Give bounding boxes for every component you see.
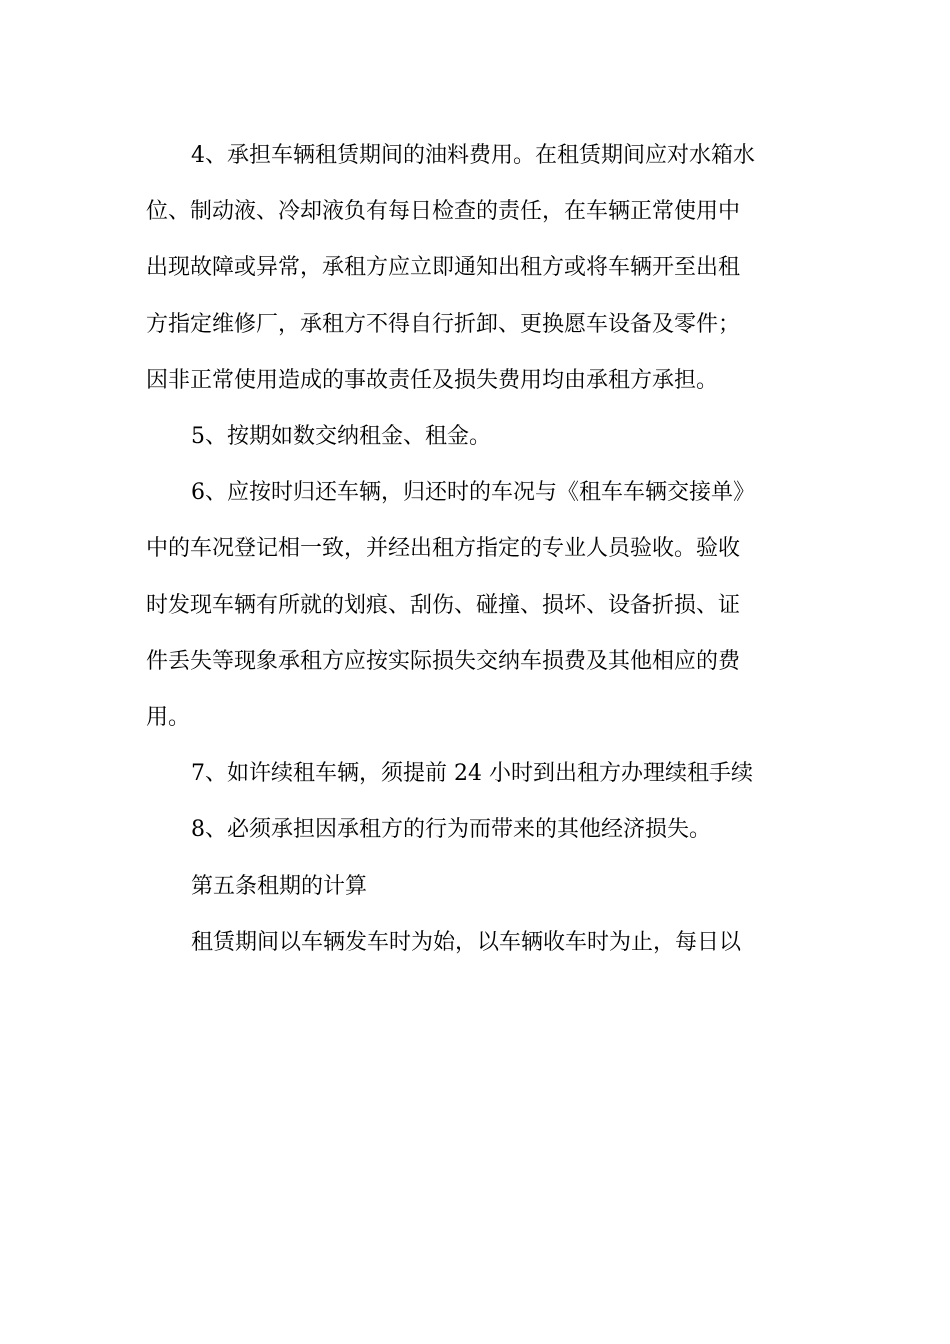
text-line: 6、应按时归还车辆，归还时的车况与《租车车辆交接单》 [191,480,755,506]
paragraph-item-5 [146,409,808,465]
text-line: 出现故障或异常，承租方应立即通知出租方或将车辆开至出租 [146,255,741,281]
text-line: 时发现车辆有所就的划痕、刮伤、碰撞、损坏、设备折损、证 [146,592,741,618]
document-body [146,128,808,971]
text-line: 4、承担车辆租赁期间的油料费用。在租赁期间应对水箱水 [191,143,755,168]
paragraph-rental-period [146,915,808,971]
paragraph-item-7 [146,746,808,802]
paragraph-item-4 [146,128,808,409]
text-line: 租赁期间以车辆发车时为始，以车辆收车时为止，每日以 [191,929,742,955]
paragraph-item-8 [146,802,808,858]
text-line: 7、如许续租车辆，须提前 24 小时到出租方办理续租手续 [191,761,753,787]
text-line: 5、按期如数交纳租金、租金。 [191,424,491,450]
paragraph-item-6 [146,465,808,746]
text-line: 8、必须承担因承租方的行为而带来的其他经济损失。 [191,817,711,843]
section-heading-article-5 [146,859,808,915]
text-line: 中的车况登记相一致，并经出租方指定的专业人员验收。验收 [146,536,741,562]
text-line: 方指定维修厂，承租方不得自行折卸、更换愿车设备及零件； [146,311,741,337]
text-line: 件丢失等现象承租方应按实际损失交纳车损费及其他相应的费 [146,648,741,674]
text-line: 位、制动液、冷却液负有每日检查的责任，在车辆正常使用中 [146,199,741,225]
text-line: 用。 [146,705,191,731]
text-line: 第五条租期的计算 [191,873,368,899]
text-line: 因非正常使用造成的事故责任及损失费用均由承租方承担。 [146,367,719,393]
